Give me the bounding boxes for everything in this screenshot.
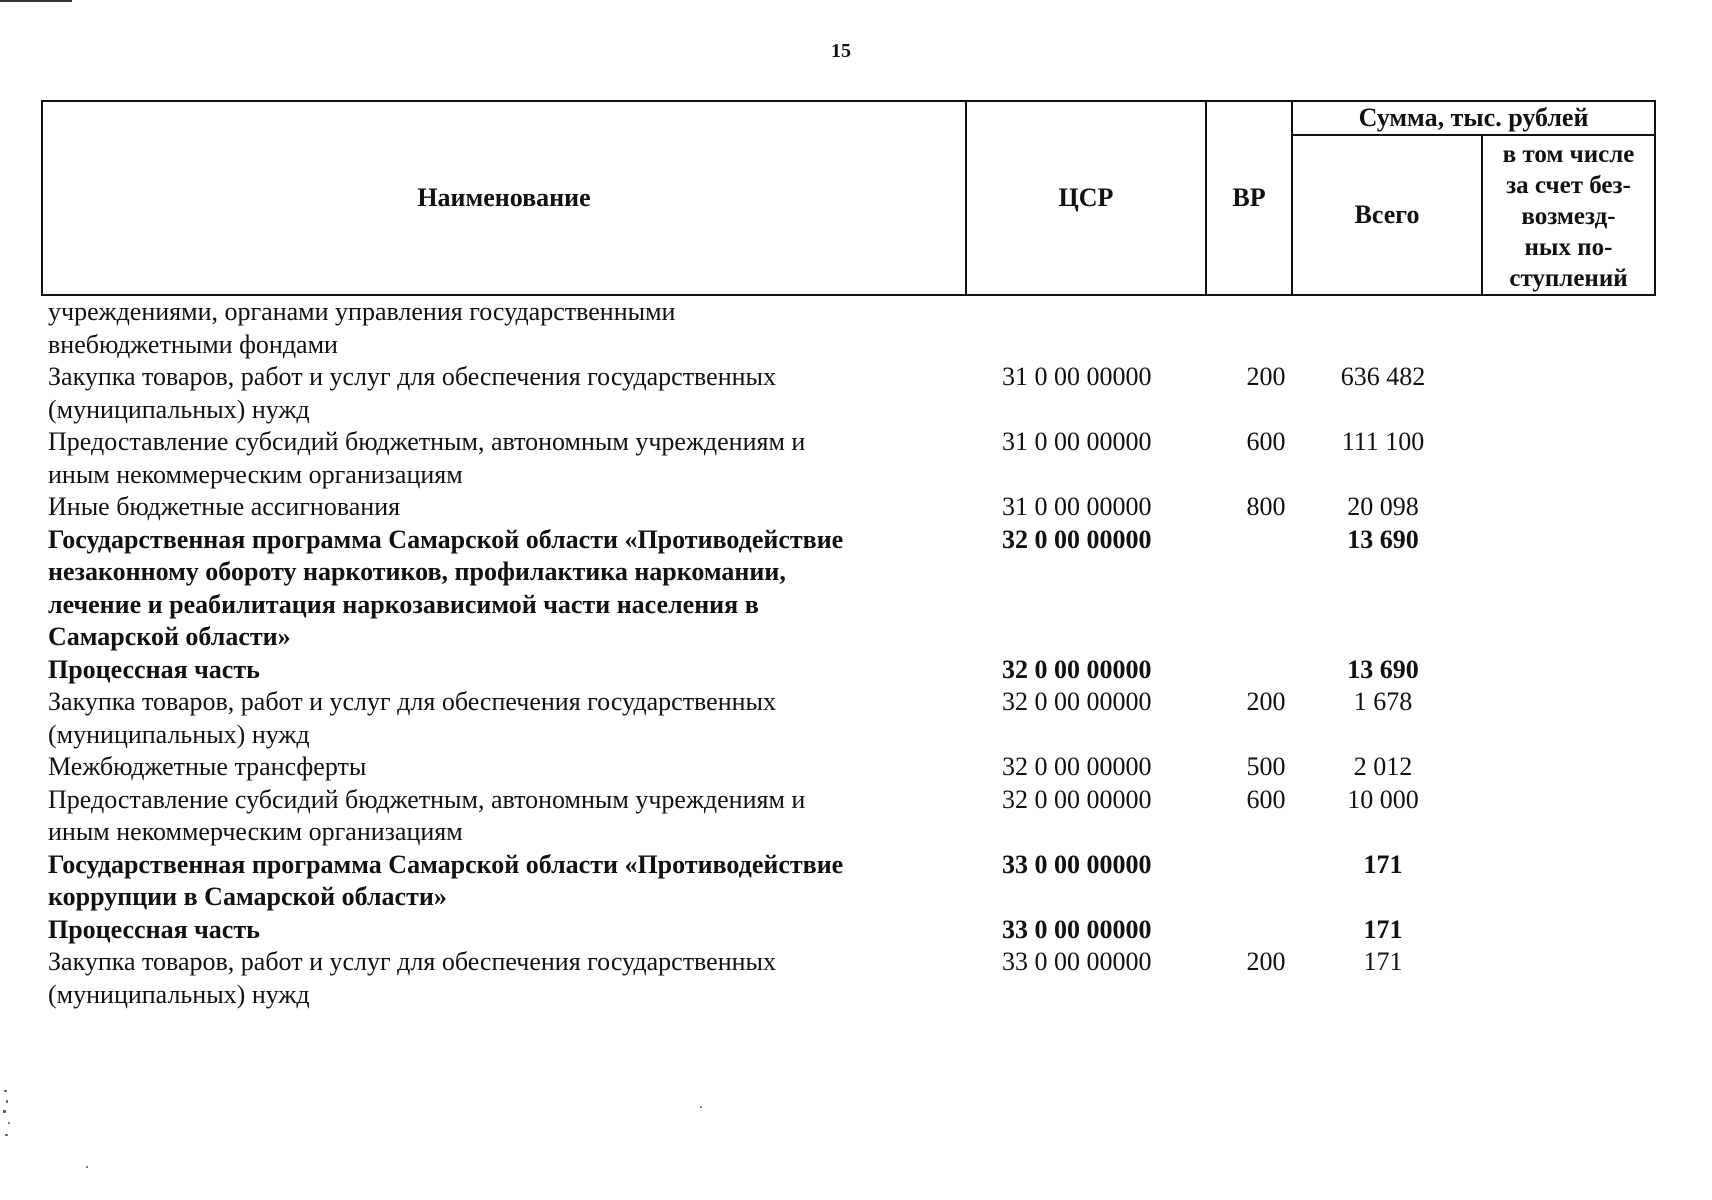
table-row bbox=[48, 751, 1658, 784]
row-name: Процессная часть bbox=[48, 914, 260, 944]
header-sum-group bbox=[1293, 102, 1654, 294]
row-vr: 200 bbox=[1246, 687, 1286, 716]
row-csr: 32 0 00 00000 bbox=[1002, 752, 1152, 781]
row-total: 171 bbox=[1363, 914, 1403, 944]
scan-speck bbox=[5, 1134, 8, 1136]
row-csr: 32 0 00 00000 bbox=[1002, 654, 1152, 684]
row-vr: 600 bbox=[1246, 427, 1286, 456]
row-total: 13 690 bbox=[1347, 524, 1419, 554]
scan-speck bbox=[3, 1110, 6, 1113]
table-row bbox=[48, 654, 1658, 687]
header-name: Наименование bbox=[43, 102, 967, 294]
row-total: 20 098 bbox=[1347, 492, 1419, 521]
header-vr: ВР bbox=[1207, 102, 1293, 294]
row-vr: 600 bbox=[1246, 784, 1286, 814]
row-csr: 31 0 00 00000 bbox=[1002, 492, 1152, 521]
scan-speck bbox=[8, 1122, 10, 1124]
row-csr: 32 0 00 00000 bbox=[1002, 687, 1152, 716]
row-total: 111 100 bbox=[1341, 427, 1425, 456]
scan-speck bbox=[4, 1090, 7, 1092]
row-total: 2 012 bbox=[1353, 752, 1413, 781]
row-vr: 500 bbox=[1246, 752, 1286, 781]
table-row bbox=[48, 491, 1658, 524]
table-header bbox=[41, 100, 1656, 296]
table-row bbox=[48, 686, 1658, 751]
table-row bbox=[48, 361, 1658, 426]
row-csr: 33 0 00 00000 bbox=[1002, 914, 1152, 944]
row-name: Государственная программа Самарской области «Противодействие незаконному обороту наркотиков, профилактика наркомании, лечение и реабилитация наркозависимой части населения в Самарской области» bbox=[48, 524, 844, 651]
header-csr: ЦСР bbox=[967, 102, 1207, 294]
table-row bbox=[48, 524, 1658, 654]
table-row bbox=[48, 296, 1658, 361]
table-row bbox=[48, 784, 1658, 849]
table-row bbox=[48, 426, 1658, 491]
scan-speck bbox=[86, 1166, 88, 1168]
row-csr: 31 0 00 00000 bbox=[1002, 427, 1152, 456]
row-name: Предоставление субсидий бюджетным, автономным учреждениям и иным некоммерческим организациям bbox=[48, 427, 806, 489]
row-vr: 800 bbox=[1246, 492, 1286, 521]
row-name: Государственная программа Самарской области «Противодействие коррупции в Самарской области» bbox=[48, 849, 844, 911]
row-total: 10 000 bbox=[1347, 784, 1419, 814]
row-total: 636 482 bbox=[1340, 362, 1426, 391]
page-number: 15 bbox=[831, 40, 851, 62]
row-name: Закупка товаров, работ и услуг для обеспечения государственных (муниципальных) нужд bbox=[48, 362, 777, 424]
row-name: Закупка товаров, работ и услуг для обеспечения государственных (муниципальных) нужд bbox=[48, 687, 777, 749]
header-sum-title: Сумма, тыс. рублей bbox=[1293, 102, 1654, 136]
scan-speck bbox=[700, 1106, 702, 1108]
table-body bbox=[48, 296, 1658, 1011]
table-row bbox=[48, 849, 1658, 914]
row-name: Межбюджетные трансферты bbox=[48, 752, 367, 781]
row-name: Закупка товаров, работ и услуг для обеспечения государственных (муниципальных) нужд bbox=[48, 947, 777, 1009]
row-name: Предоставление субсидий бюджетным, автономным учреждениям и иным некоммерческим организациям bbox=[48, 784, 806, 846]
row-csr: 33 0 00 00000 bbox=[1002, 947, 1152, 976]
row-total: 171 bbox=[1363, 849, 1403, 879]
row-csr: 31 0 00 00000 bbox=[1002, 362, 1152, 391]
table-row bbox=[48, 914, 1658, 947]
scan-mark bbox=[0, 0, 72, 2]
row-name: Процессная часть bbox=[48, 654, 260, 684]
header-total: Всего bbox=[1293, 136, 1483, 294]
table-row bbox=[48, 946, 1658, 1011]
row-vr: 200 bbox=[1246, 947, 1286, 976]
row-csr: 33 0 00 00000 bbox=[1002, 849, 1152, 879]
row-total: 171 bbox=[1363, 947, 1403, 976]
row-total: 1 678 bbox=[1353, 687, 1413, 716]
row-csr: 32 0 00 00000 bbox=[1002, 524, 1152, 554]
row-vr: 200 bbox=[1246, 362, 1286, 391]
row-total: 13 690 bbox=[1347, 654, 1419, 684]
row-csr: 32 0 00 00000 bbox=[1002, 784, 1152, 814]
row-name: учреждениями, органами управления государственными внебюджетными фондами bbox=[48, 297, 676, 359]
header-including: в том числе за счет без- возмезд- ных по- ступлений bbox=[1502, 140, 1635, 292]
row-name: Иные бюджетные ассигнования bbox=[48, 492, 401, 521]
scan-speck bbox=[6, 1100, 8, 1103]
